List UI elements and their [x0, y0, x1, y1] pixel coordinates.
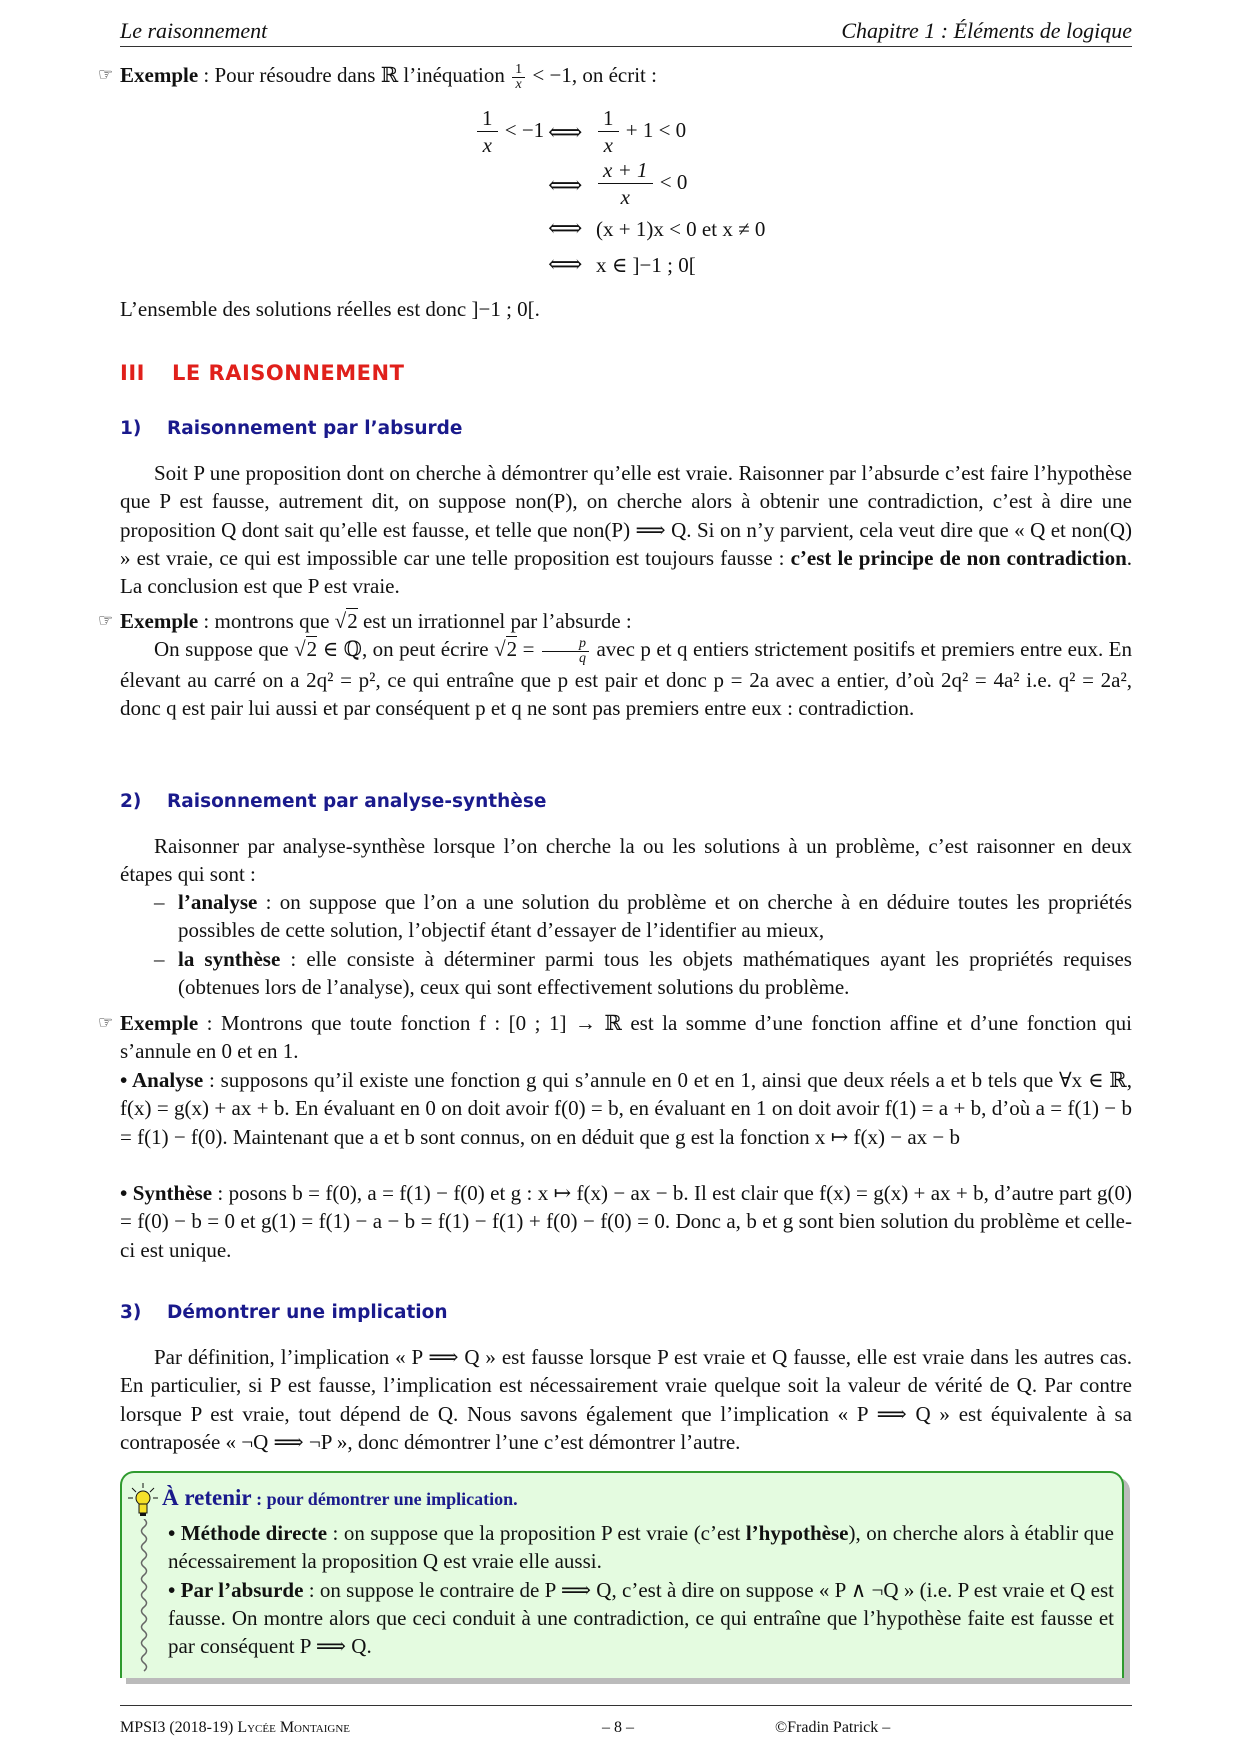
example-3 [98, 1009, 1132, 1066]
section-number: III [120, 361, 145, 385]
section-title: LE RAISONNEMENT [172, 361, 405, 385]
example-1 [98, 61, 1132, 92]
lightbulb-icon [128, 1483, 158, 1517]
paragraph-analyse-synthese: Raisonner par analyse-synthèse lorsque l’on cherche la ou les solutions à un problème, c’est raisonner en deux étapes qui sont : [120, 834, 1132, 887]
list-item-text: : elle consiste à déterminer parmi tous les objets mathématiques ayant les propriétés requises (obtenues lors de l’analyse), ceux qui sont effectivement solutions du problème. [178, 947, 1132, 1000]
method-absurde [168, 1576, 1114, 1661]
page-number: – 8 – [602, 1719, 634, 1736]
iff-symbol: ⟺ [548, 216, 583, 242]
subsection-heading [120, 1302, 448, 1323]
sqrt-value: 2 [347, 609, 358, 633]
sqrt-value: 2 [506, 637, 518, 661]
header-left: Le raisonnement [120, 18, 268, 43]
retenir-heading: À retenir [162, 1485, 252, 1510]
sqrt-value: 2 [306, 637, 318, 661]
example-text: On suppose que [154, 637, 295, 661]
method-direct [168, 1519, 1114, 1576]
subsection-number: 3) [120, 1302, 142, 1323]
paragraph-text: : supposons qu’il existe une fonction g qui s’annule en 0 et en 1, ainsi que deux réels a et b tels que ∀x ∈ ℝ, f(x) = g(x) + ax + b. En évaluant en 0 on doit avoir f(0) = b, en évaluant en 1 on doit avoir f(1) = a + b, d’où a = f(1) − b = f(1) − f(0). Maintenant que a et b sont connus, on en déduit que g est la fonction x ↦ f(x) − ax − b [120, 1068, 1132, 1149]
subsection-number: 1) [120, 418, 142, 439]
numerator: p [542, 637, 589, 652]
numerator: 1 [512, 63, 525, 78]
footer-rule [120, 1705, 1132, 1706]
iff-symbol: ⟺ [548, 120, 583, 146]
bold-text: • Analyse [120, 1068, 204, 1092]
conclusion: L’ensemble des solutions réelles est donc ]−1 ; 0[. [120, 297, 540, 321]
example-label: Exemple [120, 609, 199, 633]
example-text: : Pour résoudre dans ℝ l’inéquation [198, 63, 511, 87]
example-text: avec p et q entiers strictement positifs et premiers entre eux. En élevant au carré on a 2q² = p², ce qui entraîne que p est pair et donc p = 2a avec a entier, d’où 2q² = 4a² i.e. q² = 2a², donc q est pair lui aussi et par conséquent p et q ne sont pas premiers entre eux : contradiction. [120, 637, 1133, 720]
denominator: x [603, 133, 613, 157]
example-2-body: On suppose que √2 ∈ ℚ, on peut écrire √2 = $\frac{p}{q}$ avec p et q entiers strictement positifs et premiers entre eux. En élevant au carré on a 2q² = p², ce qui entraîne que p est pair et donc p = 2a avec a entier, d’où 2q² = 4a² i.e. q² = 2a², donc q est pair lui aussi et par conséquent p et q ne sont pas premiers entre eux : contradiction. [120, 635, 1133, 720]
example-text: : Montrons que toute fonction f : [0 ; 1] → ℝ est la somme d’une fonction affine et d’une fonction qui s’annule en 0 et en 1. [120, 1011, 1132, 1064]
subsection-heading [120, 418, 462, 439]
list-item-text: : on suppose que l’on a une solution du problème et on cherche à en déduire toutes les propriétés possibles de cette solution, l’objectif étant d’essayer de l’identifier au mieux, [178, 890, 1132, 943]
footer-right: ©Fradin Patrick – [775, 1719, 891, 1736]
example-text: est un irrationnel par l’absurde : [357, 609, 632, 633]
section-heading [120, 361, 404, 385]
paragraph-implication: Par définition, l’implication « P ⟹ Q » est fausse lorsque P est vraie et Q fausse, elle est vraie dans les autres cas. En particulier, si P est fausse, l’implication est nécessairement vraie quelque soit la valeur de vérité de Q. Par contre lorsque P est vraie, tout dépend de Q. Nous savons également que l’implication « P ⟹ Q » est équivalente à sa contraposée « ¬Q ⟹ ¬P », donc démontrer l’une c’est démontrer l’autre. [120, 1345, 1132, 1454]
bold-text: • Méthode directe [168, 1521, 328, 1545]
method-text: : on suppose que la proposition P est vraie (c’est [327, 1521, 746, 1545]
method-text: : on suppose le contraire de P ⟹ Q, c’est à dire on suppose « P ∧ ¬Q » (i.e. P est vraie et Q est fausse. On montre alors que ceci conduit à une contradiction, ce qui entraîne que l’hypothèse faite est fausse et par conséquent P ⟹ Q. [168, 1577, 1114, 1659]
equation-rhs: x ∈ ]−1 ; 0[ [596, 253, 696, 277]
denominator: x [515, 76, 522, 92]
synthese-paragraph [120, 1179, 1132, 1264]
example-2: ☞ Exemple : montrons que √2 est un irrationnel par l’absurde : [120, 607, 1132, 635]
method-text: ), on cherche alors à établir que nécessairement la proposition Q est vraie elle aussi. [168, 1521, 1115, 1574]
wavy-rule-decoration [138, 1519, 150, 1674]
example-text: : montrons que [198, 609, 335, 633]
denominator: x [620, 185, 630, 209]
denominator: q [578, 650, 586, 666]
list-dash: – [154, 890, 165, 914]
footer-left: MPSI3 (2018-19) Lycée Montaigne [120, 1719, 350, 1736]
paragraph-text: : posons b = f(0), a = f(1) − f(0) et g : x ↦ f(x) − ax − b. Il est clair que f(x) = g(x) + ax + b, d’autre part g(0) = f(0) − b = 0 et g(1) = f(1) − a − b = f(1) − f(1) + f(0) − f(0) = 0. Donc a, b et g sont bien solution du problème et celle-ci est unique. [120, 1181, 1133, 1262]
denominator: x [482, 133, 492, 157]
paragraph-text: . La conclusion est que P est vraie. [120, 545, 1132, 599]
header-right: Chapitre 1 : Éléments de logique [841, 18, 1132, 43]
equation-rhs: < 0 [654, 169, 688, 194]
bold-text: l’hypothèse [745, 1521, 849, 1545]
numerator: x + 1 [598, 160, 653, 184]
list-item [178, 945, 1132, 1002]
subsection-title: Démontrer une implication [167, 1302, 448, 1323]
subsection-number: 2) [120, 791, 142, 812]
iff-symbol: ⟺ [548, 252, 583, 278]
bold-text: l’analyse [178, 890, 258, 914]
bold-text: • Synthèse [120, 1181, 213, 1205]
numerator: 1 [598, 108, 619, 132]
page-header [120, 16, 1132, 47]
example-label: Exemple [120, 1011, 199, 1035]
equation-rhs: + 1 < 0 [620, 117, 687, 142]
subsection-heading [120, 791, 546, 812]
retenir-title [162, 1485, 518, 1511]
example-text: < −1, on écrit : [527, 63, 657, 87]
pointing-hand-icon: ☞ [98, 1013, 114, 1032]
subsection-title: Raisonnement par l’absurde [167, 418, 463, 439]
paragraph-text: Soit P une proposition dont on cherche à démontrer qu’elle est vraie. Raisonner par l’absurde c’est faire l’hypothèse que P est fausse, autrement dit, on suppose non(P), on cherche alors à obtenir une contradiction, c’est à dire une proposition Q dont sait qu’elle est fausse, et telle que non(P) ⟹ Q. Si on n’y parvient, cela veut dire que « Q et non(Q) » est vraie, ce qui est impossible car une telle proposition est toujours fausse : [120, 461, 1132, 570]
equation-rhs: (x + 1)x < 0 et x ≠ 0 [596, 217, 766, 241]
equation-lhs: < −1 [499, 117, 545, 142]
iff-symbol: ⟺ [548, 173, 583, 199]
bold-text: la synthèse [178, 947, 281, 971]
pointing-hand-icon: ☞ [98, 65, 114, 84]
example-text: ∈ ℚ, on peut écrire [317, 637, 495, 661]
pointing-hand-icon: ☞ [98, 611, 114, 630]
example-label: Exemple [120, 63, 199, 87]
paragraph-absurde [120, 459, 1132, 600]
numerator: 1 [477, 108, 498, 132]
list-dash: – [154, 947, 165, 971]
example-text: = [517, 637, 540, 661]
bold-text: c’est le principe de non contradiction [790, 545, 1127, 570]
list-item [178, 888, 1132, 945]
subsection-title: Raisonnement par analyse-synthèse [167, 791, 547, 812]
analyse-paragraph [120, 1066, 1132, 1151]
retenir-body [168, 1519, 1114, 1660]
retenir-box [120, 1471, 1124, 1678]
retenir-subtitle: : pour démontrer une implication. [251, 1489, 518, 1509]
fraction [512, 63, 525, 92]
bold-text: • Par l’absurde [168, 1577, 304, 1602]
